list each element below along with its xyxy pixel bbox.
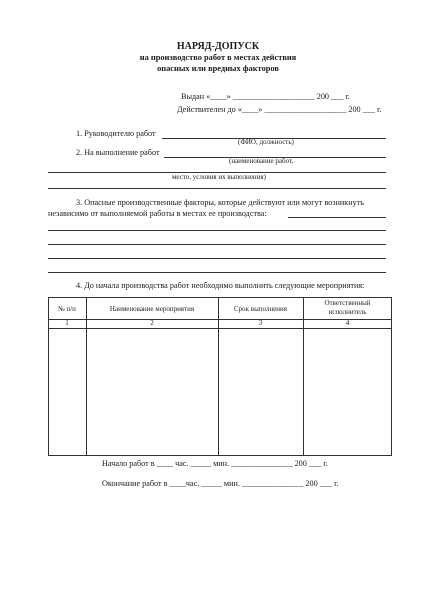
table-header-responsible: Ответственный исполнитель <box>324 299 371 316</box>
document-title: НАРЯД-ДОПУСК <box>176 41 260 52</box>
field-4-text: 4. До начала производства работ необходимо выполнить следующие мероприятия: <box>76 281 365 290</box>
field-3-line-3 <box>48 258 386 259</box>
field-3-line-2 <box>48 244 386 245</box>
field-3-inline-line <box>288 217 386 218</box>
table-col-number-1: 1 <box>65 319 69 327</box>
table-header-name: Наименование мероприятия <box>109 305 195 313</box>
valid-until-line: Действителен до «____» ____________________ 200 ___ г. <box>177 105 382 114</box>
table-col-number-2: 2 <box>150 319 154 327</box>
field-3-text-2: независимо от выполняемой работы в местах ее производства: <box>48 209 267 218</box>
field-2-line-3 <box>48 188 386 189</box>
field-2-hint-2: место, условия их выполнения) <box>172 173 266 181</box>
work-start-line: Начало работ в ____ час. _____ мин. _______________ 200 ___ г. <box>102 459 328 468</box>
field-2-hint: (наименование работ, <box>229 157 294 165</box>
field-3-line-1 <box>48 230 386 231</box>
issued-date-line: Выдан «____» ____________________ 200 ___ г. <box>181 92 350 101</box>
table-col-number-3: 3 <box>258 319 263 327</box>
work-end-line: Окончание работ в ____час. _____ мин. _______________ 200 ___ г. <box>102 479 339 488</box>
table-col-number-4: 4 <box>345 319 350 327</box>
field-1-label: 1. Руководителю работ <box>76 129 156 138</box>
table-header-deadline: Срок выполнения <box>233 305 288 313</box>
field-3-line-4 <box>48 272 386 273</box>
field-2-label: 2. На выполнение работ <box>76 148 160 157</box>
table-header-number: № п/п <box>58 305 76 313</box>
field-3-text-1: 3. Опасные производственные факторы, которые действуют или могут возникнуть <box>76 198 365 207</box>
document-subtitle-line2: опасных или вредных факторов <box>157 64 279 73</box>
field-1-hint: (ФИО, должность) <box>238 138 294 146</box>
table-numbers-divider <box>48 328 392 329</box>
document-subtitle-line1: на производство работ в местах действия <box>139 53 297 62</box>
